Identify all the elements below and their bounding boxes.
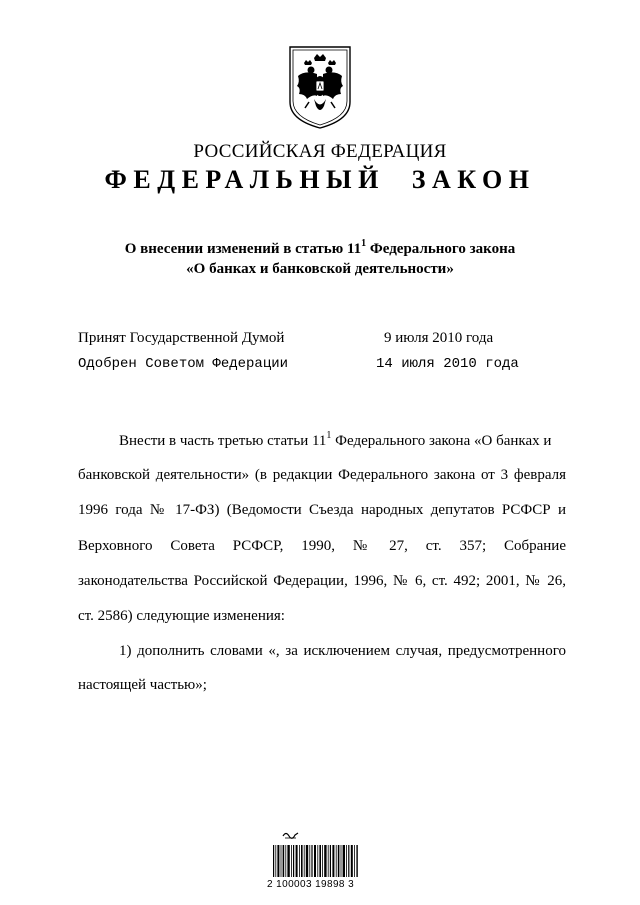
body-line-3: 1996 года № 17-ФЗ) (Ведомости Съезда народных депутатов РСФСР и	[78, 502, 566, 518]
duma-adoption-date: 9 июля 2010 года	[384, 330, 494, 346]
duma-adoption-label: Принят Государственной Думой	[78, 330, 285, 346]
body-line-6: ст. 2586) следующие изменения:	[78, 608, 285, 624]
barcode-icon	[273, 845, 358, 877]
body-line-4: Верховного Совета РСФСР, 1990, № 27, ст. 357; Собрание	[78, 538, 566, 554]
body-line-2: банковской деятельности» (в редакции Федерального закона от 3 февраля	[78, 467, 566, 483]
law-title-line-2: «О банках и банковской деятельности»	[186, 261, 454, 277]
item-1-line-2: настоящей частью»;	[78, 677, 207, 693]
country-name: РОССИЙСКАЯ ФЕДЕРАЦИЯ	[193, 141, 447, 162]
body-line-5: законодательства Российской Федерации, 1996, № 6, ст. 492; 2001, № 26,	[78, 573, 566, 589]
law-title-line-1: О внесении изменений в статью $11^1$ Федерального закона	[124, 238, 516, 257]
barcode-number: 2 100003 19898 3	[267, 879, 355, 890]
coat-of-arms-icon	[287, 44, 353, 130]
council-approval-date: 14 июля 2010 года	[376, 356, 519, 372]
council-approval-label: Одобрен Советом Федерации	[78, 356, 289, 372]
item-1-line-1: 1) дополнить словами «, за исключением случая, предусмотренного	[119, 643, 566, 659]
barcode	[265, 835, 365, 895]
body-line-1: Внести в часть третью статьи $11^1$ Федерального закона «О банках и	[119, 430, 552, 449]
document-type: ФЕДЕРАЛЬНЫЙ ЗАКОН	[104, 165, 536, 194]
